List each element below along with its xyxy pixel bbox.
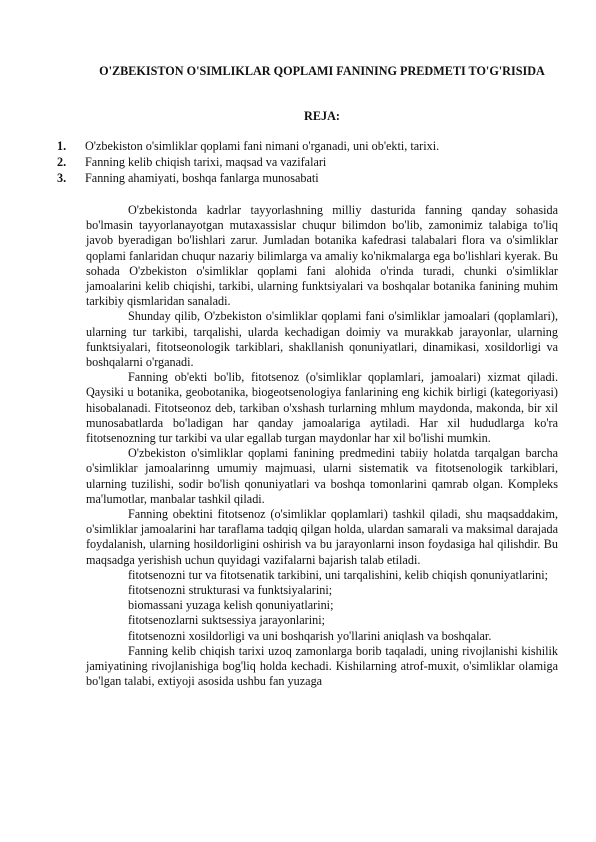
body-paragraph: Fanning ob'ekti bo'lib, fitotsenoz (o'simliklar qoplamlari, jamoalari) xizmat qiladi. Qaysiki u botanika, geobotanika, biogeotsenologiya fanlarining eng kichik birligi (kategoriyasi) hisobalanadi. Fitotseonoz deb, tarkiban o'xshash turlarning mhlum maydonda, makonda, bir xil munosabatlarda bo'ladigan har qanday jamoalariga aytiladi. Har xil hududlarga ko'ra fitotsenozning tur tarkibi va ular egallab turgan maydonlar har xil bo'lishi mumkin. (86, 370, 558, 446)
plan-item-number: 2. (57, 154, 67, 169)
body-paragraph: O'zbekistonda kadrlar tayyorlashning milliy dasturida fanning qanday sohasida bo'lmasin tayyorlanayotgan mutaxassislar chuqur bilimdon bo'lib, zamonimiz talabiga to'liq javob byeradigan bo'lishlari zarur. Jumladan botanika kafedrasi talabalari flora va o'simliklar qoplami fanlaridan chuqur nazariy bilimlarga va amaliy ko'nikmalarga ega bo'lishlari kyerak. Bu sohada O'zbekiston o'simliklar qoplami fani alohida o'rinda turadi, chunki o'simliklar jamoalarini kelib chiqishi, tarkibi, ularning funktsiyalari va boshqalar botanika fanining muhim tarkibiy qismlaridan sanaladi. (86, 203, 558, 309)
plan-item-number: 1. (57, 139, 67, 153)
task-list-line: fitotsenozlarni suktsessiya jarayonlarini; (128, 613, 325, 628)
task-list-line: fitotsenozni xosildorligi va uni boshqarish yo'llarini aniqlash va boshqalar. (128, 628, 492, 643)
plan-heading: REJA: (304, 109, 340, 123)
task-list-line: fitotsenozni strukturasi va funktsiyalarini; (128, 583, 333, 598)
body-paragraph: Shunday qilib, O'zbekiston o'simliklar qoplami fani o'simliklar jamoalari (qoplamlari), ularning tur tarkibi, tarqalishi, ularda kechadigan doimiy va murakkab jarayonlar, ularning funktsiyalari, fitotseonologik tarkiblari, shakllanish qonuniyatlari, dinamikasi, xosildorligi va boshqalarni o'rganadi. (86, 309, 558, 370)
body-paragraph: Fanning kelib chiqish tarixi uzoq zamonlarga borib taqaladi, uning rivojlanishi kishilik jamiyatining rivojlanishiga bog'liq holda kechadi. Kishilarning atrof-muxit, o'simliklar olamiga bo'lgan talabi, extiyoji asosida ushbu fan yuzaga (86, 643, 558, 689)
plan-item-text: Fanning ahamiyati, boshqa fanlarga munosabati (85, 170, 319, 185)
body-paragraph: Fanning obektini fitotsenoz (o'simliklar qoplamlari) tashkil qiladi, shu maqsaddakim, o'simliklar jamoalarini har taraflama tadqiq qilgan holda, ulardan samarali va maksimal darajada foydalanish, ularning hosildorligini oshirish va bu jarayonlarni inson foydasiga hal qilishdir. Bu maqsadga yerishish uchun quyidagi vazifalarni bajarish talab etiladi. (86, 507, 558, 567)
plan-item-text: Fanning kelib chiqish tarixi, maqsad va vazifalari (85, 154, 327, 169)
plan-item-number: 3. (57, 170, 67, 185)
plan-item (57, 155, 557, 171)
body-paragraph: O'zbekiston o'simliklar qoplami fanining predmedini tabiiy holatda tarqalgan barcha o'simliklar jamoalarinng umumiy majmuasi, ularni sistematik va fitotsenologik tarkiblari, ularning tuzilishi, sodir bo'lish qonuniyatlari va boshqa tomonlarini qamrab olgan. Kompleks ma'lumotlar, manbalar tashkil qiladi. (86, 446, 558, 506)
plan-list (57, 139, 557, 186)
document-body (86, 203, 558, 690)
plan-item (57, 171, 557, 187)
task-list-line: biomassani yuzaga kelish qonuniyatlarini; (128, 598, 334, 613)
body-paragraph: fitotsenozni tur va fitotsenatik tarkibini, uni tarqalishini, kelib chiqish qonuniyatlarini; (128, 567, 549, 582)
document-title: O'ZBEKISTON O'SIMLIKLAR QOPLAMI FANINING PREDMETI TO'G'RISIDA (99, 64, 545, 78)
plan-item (57, 139, 557, 155)
plan-item-text: O'zbekiston o'simliklar qoplami fani nimani o'rganadi, uni ob'ekti, tarixi. (85, 139, 440, 153)
